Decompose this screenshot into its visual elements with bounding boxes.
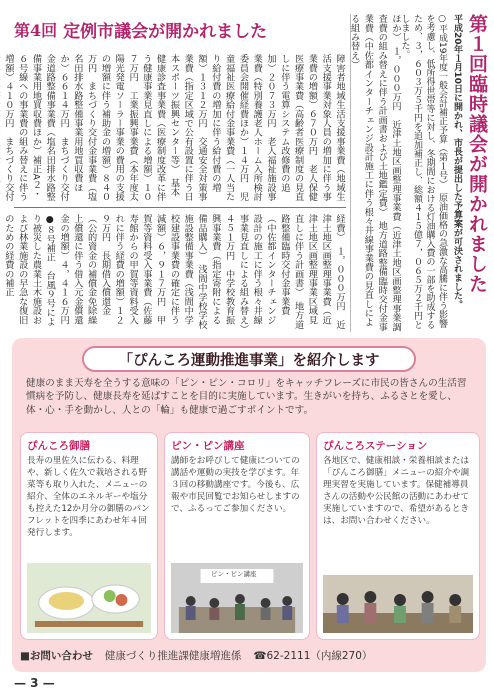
extra-session-body: ○平成19年度一般会計補正予算（第１号） 原油価格の急激な高騰に伴う影響を考慮し、低所得世帯等に対し、冬期間における灯油購入費の一部を助成するため、３，６０３万５千円を追加補正し、総額４１５億７，０６５万２千円としました。 — [399, 14, 447, 329]
contact-department: 健康づくり推進課健康増進係 — [104, 649, 242, 662]
section-title: 定例市議会が開かれました — [63, 21, 268, 42]
lecture-photo — [171, 563, 303, 633]
card-pinkoro-station — [316, 432, 480, 640]
upper-vertical-text: 障害者地域生活支援事業費（地域生活支援事業対象人員の増加に伴う事業費の増額）６７０万円 老人保健医療事業費（高齢者医療制度の見直しに伴う電算システム改修費の追加）２０７３万円 老人福祉施設事業費（特別養護老人ホーム入所検討委員会開催経費ほか）１４万円 児童福祉医療給付金事業費（一人当たり給付費の増加に伴う給付費の増額）１３１２万円 交通安全対策事業費（指定区域で公有設置に伴う日本スポーツ振興センター等） 基本健康診査事業費（医療制度改革に伴う健康事業見直しによる増額）１０７万円 工業振興事業費（本年度太陽光発電ソーラー事業の費用の支援の増額に伴う補助金の増額）８４０万円 まちづくり交付金事業費（塩名田排水路整備事業用地買収費ほか）６６１４万円 まちづくり交付金道路整備事業費（塩名田排水路整備事業用地買収費ほか）補正A２・６号線への事業費の組み替えに伴う増額）４１０万円 まちづくり交付 — [2, 54, 345, 202]
card-title: ぴんころステーション — [323, 440, 428, 452]
photo-sign: ピン・ピン講座 — [211, 570, 257, 578]
lower-vertical-text: 経費） １，０００万円 近津土地区画整理事業費（近津土地区画整理事業区域見直しに伴う計画書） 地方道路整備臨時交付金事業費（中佐都インターチェンジ設計の施工に伴う根々井線事業見直しによる組み替え）４５１万円 中学校教育振興事業費（指定寄附による備品購入） 浅間中学校学校施設整備事業費（浅間中学校建設事業費の確定に伴う減額）６，９１７万円 甲賀等資料受入事業費（佐藤寿館からの甲賀等資料受入れに伴う経費の増額）１２９万円 長期借入償還金（公的資金の補償金免除繰上償還に伴う借入元金償還金の増額）４，４１６万円 ●８号補正 台風９号により被災した農業土木施設および林業施設の早急な復旧のための経費の補正 — [2, 214, 345, 334]
contact-label: ■お問い合わせ — [20, 649, 93, 662]
food-plate-icon — [27, 563, 151, 633]
card-pinkoro-gozen — [20, 432, 158, 640]
station-photo — [323, 575, 473, 633]
extra-session-block — [399, 14, 488, 332]
contact-info — [20, 643, 480, 667]
group-activity-icon — [323, 575, 473, 633]
card-body: 講師をお呼びして健康についての講話や運動の実技を学びます。年３回の移動講座です。今後も、広報や市民回覧でお知らせしますので、ふるってご参加ください。 — [171, 456, 300, 514]
card-body: 各地区で、健康相談・栄養相談または「ぴんころ御膳」メニューの紹介や調理実習を実施しています。保健補導員さんの活動や公民館の活動にあわせて実施していますので、希望があるときは、お問い合わせください。 — [323, 456, 470, 526]
contact-phone: ☎62-2111（内線270） — [253, 649, 373, 662]
divider — [14, 207, 346, 208]
section-number: 第4回 — [14, 20, 58, 40]
extra-session-subtitle: 平成20年１月10日に開かれ、市長が提出した予算案が可決されました。 — [452, 14, 462, 310]
promo-intro: 健康のまま天寿を全うする意味の「ピン・ピン・コロリ」をキャッチフレーズに市民の皆さんの生活習慣病を予防し、健康長寿を延ばすことを目的に実施しています。生きがいを持ち、ふるさとを愛し、体・心・手を動かし、人との「輪」も健康で過ごすポイントです。 — [26, 378, 467, 416]
card-body: 長寿の里佐久に伝わる、料理や、新しく佐久で栽培される野菜等も取り入れた、メニューの紹介、全体のエネルギーや塩分も控えた12か月分の御膳のパンフレットを四季にあわせ年４回発行します。 — [27, 456, 150, 538]
promo-banner: 「ぴんころ運動推進事業」を紹介します — [82, 346, 416, 372]
food-photo — [27, 563, 151, 633]
card-title: ぴんころ御膳 — [27, 440, 90, 452]
extra-session-title: 第１回臨時議会が開かれました — [466, 14, 488, 294]
page-number: — 3 — — [14, 676, 55, 690]
card-title: ピン・ピン講座 — [171, 440, 245, 452]
card-pinpin-kouza — [164, 432, 310, 640]
right-column-text: ほか） １，０００万円 近津土地区画整理事業費（近津土地区画整理事業調査費の組み替えに伴う計画書および土地鑑定費） 地方道路整備臨時交付金事業費（中佐都インターチェンジ設計施工に伴う根々井線事業費の見直しによる組み替え） — [348, 14, 401, 332]
section-heading — [14, 16, 314, 42]
